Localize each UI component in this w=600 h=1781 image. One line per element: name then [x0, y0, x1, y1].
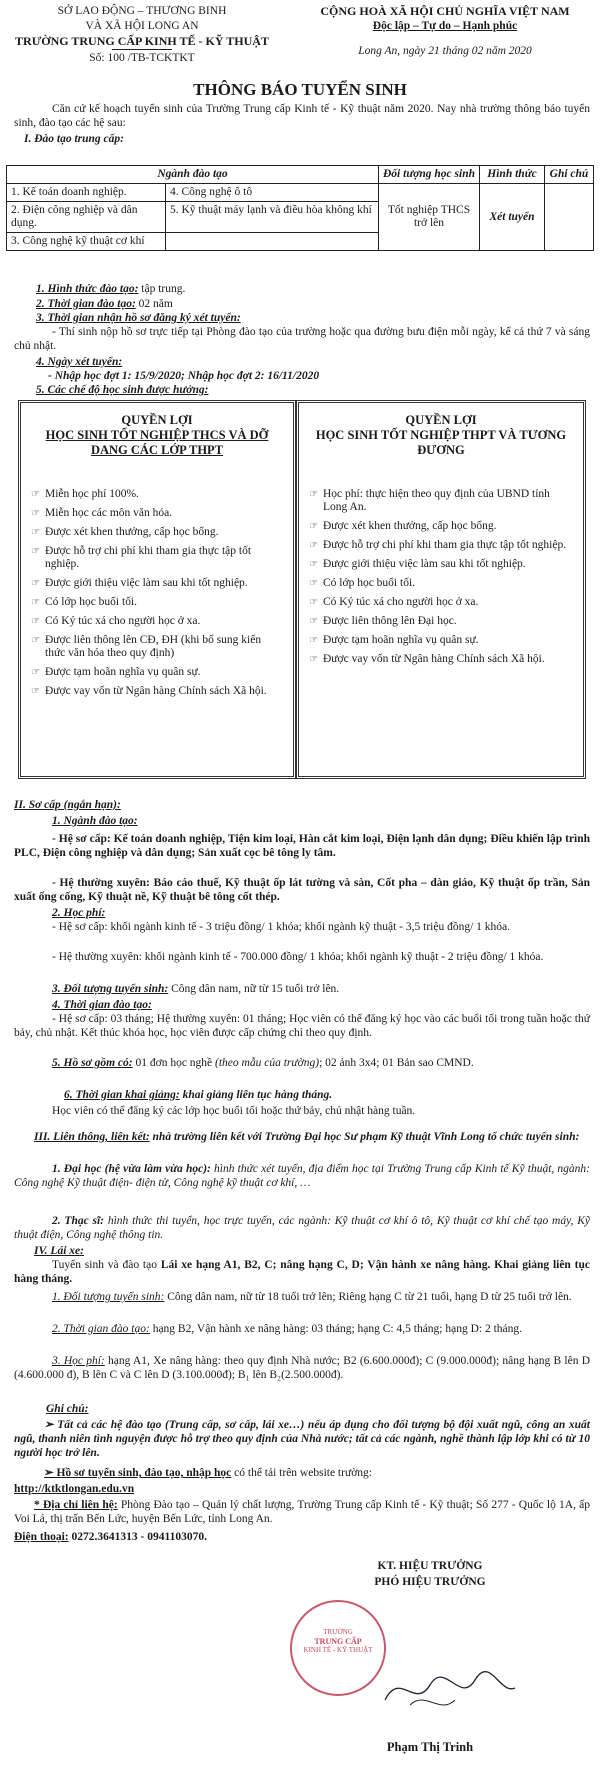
benefit-item [309, 488, 573, 514]
benefit-text: Được giới thiệu việc làm sau khi tốt nghiệp. [45, 577, 248, 589]
divider [112, 49, 172, 50]
benefit-item [309, 596, 573, 609]
benefit-text: Có lớp học buổi tối. [45, 596, 138, 608]
s4-text: - Nhập học đợt 1: 15/9/2020; Nhập học đợt 2: 16/11/2020 [48, 370, 320, 382]
phone-label: Điện thoại: [14, 1531, 69, 1543]
signer-name: Phạm Thị Trinh [386, 1740, 474, 1754]
stamp-line-1: TRƯỜNG [323, 1628, 353, 1636]
section-2-heading-text: II. Sơ cấp (ngắn hạn): [14, 799, 121, 811]
ii3-line [52, 982, 600, 996]
ii5-b: (theo mẫu của trường) [215, 1057, 320, 1069]
benefit-item [31, 596, 283, 609]
benefit-item [31, 666, 283, 679]
benefit-text: Được vay vốn từ Ngân hàng Chính sách Xã hội. [323, 653, 545, 665]
th-doituong: Đối tượng học sinh [379, 166, 480, 184]
address-text: Phòng Đào tạo – Quản lý chất lượng, Trường Trung cấp Kinh tế - Kỹ thuật; Số 277 - Quốc lộ 1A, ấp Voi Lá, thị trấn Bến Lức, huyện Bến Lức, tỉnh Long An. [14, 1499, 590, 1525]
section-4-heading-text: IV. Lái xe: [34, 1245, 84, 1257]
s1-label: 1. Hình thức đào tạo: [36, 283, 139, 295]
benefit-text: Có Ký túc xá cho người học ở xa. [45, 615, 201, 627]
pointing-hand-icon: ☞ [31, 546, 40, 557]
benefit-item [31, 634, 283, 660]
box-left-head2: HỌC SINH TỐT NGHIỆP THCS VÀ DỠ DANG CÁC LỚP THPT [45, 428, 269, 457]
benefit-text: Được xét khen thưởng, cấp học bổng. [45, 526, 219, 538]
iv2-text: hạng B2, Vận hành xe nâng hàng: 03 tháng; hạng C: 4,5 tháng; hạng D: 2 tháng. [149, 1323, 523, 1335]
iv2-label: 2. Thời gian đào tạo: [52, 1323, 150, 1335]
table-cell: 2. Điện công nghiệp và dân dụng. [7, 202, 166, 233]
ii2-label-line [52, 906, 600, 920]
table-cell: 4. Công nghệ ô tô [166, 184, 379, 202]
s3-label: 3. Thời gian nhận hồ sơ đăng ký xét tuyển: [36, 312, 241, 324]
benefit-text: Được giới thiệu việc làm sau khi tốt nghiệp. [323, 558, 526, 570]
table-cell: 3. Công nghệ kỹ thuật cơ khí [7, 233, 166, 251]
pointing-hand-icon: ☞ [31, 635, 40, 646]
ii1-label: 1. Ngành đào tạo: [52, 815, 138, 827]
note-2-b: có thể tải trên website trường: [231, 1467, 372, 1479]
table-cell [166, 233, 379, 251]
section-3 [14, 1130, 590, 1144]
table-cell-doituong: Tốt nghiệp THCS trở lên [379, 184, 480, 251]
iv1-text: Công dân nam, nữ từ 18 tuổi trở lên; Riêng hạng C từ 21 tuổi, hạng D từ 25 tuổi trở lên. [164, 1291, 572, 1303]
box-right-head1: QUYỀN LỢI [405, 413, 477, 427]
stamp-line-3: KINH TẾ - KỸ THUẬT [303, 1646, 373, 1654]
intro-text: Căn cứ kế hoạch tuyển sinh của Trường Trung cấp Kinh tế - Kỹ thuật năm 2020. Nay nhà trường thông báo tuyển sinh, đào tạo các hệ sau: [14, 103, 590, 129]
iv-intro-b: Lái xe hạng A1, B2, C; nâng hạng C, D; Vận hành xe nâng hàng. Khai giảng liên tục hàng tháng. [14, 1259, 590, 1285]
ii5-a: 01 đơn học nghề [132, 1057, 216, 1069]
ii3-text: Công dân nam, nữ từ 15 tuổi trở lên. [168, 983, 340, 995]
note-label-line [46, 1402, 600, 1416]
benefit-item [31, 545, 283, 571]
benefit-item [31, 685, 283, 698]
benefit-item [31, 507, 283, 520]
s5-label-line [36, 383, 600, 397]
pointing-hand-icon: ☞ [309, 559, 318, 570]
th-nganh: Ngành đào tạo [7, 166, 379, 184]
note-2 [14, 1466, 590, 1480]
pointing-hand-icon: ☞ [309, 635, 318, 646]
benefit-text: Được hỗ trợ chi phí khi tham gia thực tập tốt nghiệp. [45, 545, 252, 570]
pointing-hand-icon: ☞ [309, 597, 318, 608]
pointing-hand-icon: ☞ [31, 616, 40, 627]
pointing-hand-icon: ☞ [309, 616, 318, 627]
s4-label-line [36, 355, 600, 369]
s5-label: 5. Các chế độ học sinh được hưởng: [36, 384, 209, 396]
note-label: Ghi chú: [46, 1403, 89, 1415]
header-left [12, 4, 272, 66]
section-2-heading [14, 798, 590, 812]
ii4-text: - Hệ sơ cấp: 03 tháng; Hệ thường xuyên: 01 tháng; Học viên có thể đăng ký học vào các buổi tối trong tuần hoặc thứ bảy, chủ nhật. Kết thúc khóa học, học viên được cấp chứng chỉ theo quy định. [14, 1013, 590, 1039]
ii5-line [14, 1056, 590, 1070]
benefit-text: Được tạm hoãn nghĩa vụ quân sự. [45, 666, 201, 678]
pointing-hand-icon: ☞ [309, 578, 318, 589]
phone-line [14, 1530, 590, 1544]
ii6-note: Học viên có thể đăng ký các lớp học buổi tối hoặc thứ bảy, chủ nhật hàng tuần. [52, 1105, 416, 1117]
iii2-text: hình thức thi tuyển, học trực tuyến, các ngành: Kỹ thuật cơ khí ô tô, Kỹ thuật cơ khí chế tạo máy, Kỹ thuật điện, Công nghệ thông tin. [14, 1215, 590, 1241]
benefit-item [31, 615, 283, 628]
pointing-hand-icon: ☞ [31, 489, 40, 500]
benefit-text: Miễn học các môn văn hóa. [45, 507, 173, 519]
benefit-text: Được hỗ trợ chi phí khi tham gia thực tập tốt nghiệp. [323, 539, 567, 551]
date-line: Long An, ngày 21 tháng 02 năm 2020 [358, 45, 532, 57]
pointing-hand-icon: ☞ [31, 686, 40, 697]
benefit-item [309, 539, 573, 552]
handwritten-signature [380, 1660, 520, 1720]
table-cell-hinhthuc: Xét tuyển [480, 184, 545, 251]
iii1-text: hình thức xét tuyển, địa điểm học tại Trường Trung cấp Kinh tế Kỹ thuật, ngành: Công nghệ Kỹ thuật điện- điện tử, Công nghệ kỹ thuật cơ khí, … [14, 1163, 591, 1189]
benefit-item [31, 488, 283, 501]
ii2-label: 2. Học phí: [52, 907, 106, 919]
table-cell: 5. Kỹ thuật máy lạnh và điều hòa không khí [166, 202, 379, 233]
header-right [300, 4, 590, 59]
benefit-text: Học phí: thực hiện theo quy định của UBND tỉnh Long An. [323, 488, 550, 513]
iv1-line [14, 1290, 590, 1304]
benefit-item [309, 653, 573, 666]
iii1-label: 1. Đại học (hệ vừa làm vừa học): [52, 1163, 211, 1175]
iv3-line [14, 1354, 590, 1382]
section-4-heading [34, 1244, 600, 1258]
address-label: * Địa chỉ liên hệ: [34, 1499, 118, 1511]
benefit-item [31, 577, 283, 590]
sign-title-2: PHÓ HIỆU TRƯỞNG [374, 1576, 486, 1588]
stamp-line-2: TRUNG CẤP [314, 1637, 362, 1646]
page-title: THÔNG BÁO TUYỂN SINH [193, 80, 407, 99]
box-right-list [309, 488, 573, 666]
benefit-item [309, 615, 573, 628]
benefit-text: Được tạm hoãn nghĩa vụ quân sự. [323, 634, 479, 646]
s2-label: 2. Thời gian đào tạo: [36, 298, 136, 310]
school-name: TRƯỜNG TRUNG CẤP KINH TẾ - KỸ THUẬT [15, 34, 269, 48]
benefit-text: Miễn học phí 100%. [45, 488, 139, 500]
benefit-text: Được vay vốn từ Ngân hàng Chính sách Xã hội. [45, 685, 267, 697]
benefit-item [31, 526, 283, 539]
pointing-hand-icon: ☞ [31, 527, 40, 538]
iv-intro [14, 1258, 590, 1286]
th-ghichu: Ghi chú [545, 166, 594, 184]
ii1-b: - Hệ thường xuyên: Báo cáo thuế, Kỹ thuật ốp lát tường và sàn, Cốt pha – dàn giáo, Kỹ thuật ốp trần, Sản xuất ống cống, Kỹ thuật nề, Kỹ thuật bê tông cốt thép. [14, 877, 590, 903]
ii2-b: - Hệ thường xuyên: khối ngành kinh tế - 700.000 đồng/ 1 khóa; khối ngành kỹ thuật - 2 triệu đồng/ 1 khóa. [52, 951, 544, 963]
benefit-item [309, 577, 573, 590]
s3-label-line [36, 311, 600, 325]
phone-text: 0272.3641313 - 0941103070. [68, 1531, 207, 1543]
iv3-text: hạng A1, Xe nâng hàng: theo quy định Nhà nước; B2 (6.600.000đ); C (9.000.000đ); nâng hạng B lên D (4.600.000 đ), B lên C và C lên D (3.100.000đ); B₁ lên B₂(2.500.000đ). [14, 1355, 591, 1381]
motto: Độc lập – Tự do – Hạnh phúc [372, 20, 518, 32]
pointing-hand-icon: ☞ [31, 667, 40, 678]
iii2-line [14, 1214, 590, 1242]
iii2-label: 2. Thạc sĩ: [52, 1215, 105, 1227]
box-right-head2: HỌC SINH TỐT NGHIỆP THPT VÀ TƯƠNG ĐƯƠNG [315, 428, 567, 457]
s2-line [36, 297, 600, 311]
s4-label: 4. Ngày xét tuyển: [36, 356, 123, 368]
section-3-text: nhà trường liên kết với Trường Đại học Sư phạm Kỹ thuật Vĩnh Long tổ chức tuyển sinh: [149, 1131, 580, 1143]
ii3-label: 3. Đối tượng tuyển sinh: [52, 983, 169, 995]
iv3-label: 3. Học phí: [52, 1355, 105, 1367]
section-1-heading: I. Đào tạo trung cấp: [24, 133, 124, 145]
iv2-line [14, 1322, 590, 1336]
s1-text: tập trung. [138, 283, 186, 295]
th-hinhthuc: Hình thức [480, 166, 545, 184]
pointing-hand-icon: ☞ [31, 508, 40, 519]
pointing-hand-icon: ☞ [31, 578, 40, 589]
website-link[interactable]: http://ktktlongan.edu.vn [14, 1483, 135, 1495]
pointing-hand-icon: ☞ [309, 540, 318, 551]
box-left-list [31, 488, 283, 698]
iv-intro-a: Tuyển sinh và đào tạo [52, 1259, 161, 1271]
ii2-a: - Hệ sơ cấp: khối ngành kinh tế - 3 triệu đồng/ 1 khóa; khối ngành kỹ thuật - 3,5 triệu đồng/ 1 khóa. [52, 921, 511, 933]
s1-line [36, 282, 600, 296]
box-left-head1: QUYỀN LỢI [121, 413, 193, 427]
note-1: ➢ Tất cả các hệ đào tạo (Trung cấp, sơ cấp, lái xe…) nếu áp dụng cho đối tượng bộ đội xuất ngũ, công an xuất ngũ, thanh niên tình nguyện được hỗ trợ theo quy định của Nhà nước; tất cả các ngành, nghề thành lập lớp khi có từ 10 người học trở lên. [14, 1419, 590, 1459]
benefit-text: Được liên thông lên Đại học. [323, 615, 457, 627]
ii6-text: khai giảng liên tục hàng tháng. [179, 1089, 333, 1101]
benefit-item [309, 520, 573, 533]
benefit-box-left [18, 400, 296, 779]
address [14, 1498, 590, 1526]
ii5-c: ; 02 ảnh 3x4; 01 Bản sao CMND. [319, 1057, 474, 1069]
s3-text: - Thí sinh nộp hồ sơ trực tiếp tại Phòng đào tạo của trường hoặc qua đường bưu điện mỗi ngày, kể cả thứ 7 và sáng chủ nhật. [14, 326, 590, 352]
doc-number: Số: 100 /TB-TCKTKT [89, 52, 195, 64]
pointing-hand-icon: ☞ [309, 489, 318, 500]
benefit-box-right [296, 400, 586, 779]
section-3-label: III. Liên thông, liên kết: [34, 1131, 150, 1143]
sign-title-1: KT. HIỆU TRƯỞNG [377, 1560, 483, 1572]
ministry-line-1: SỞ LAO ĐỘNG – THƯƠNG BINH [57, 5, 227, 17]
country-name: CỘNG HOÀ XÃ HỘI CHỦ NGHĨA VIỆT NAM [320, 4, 570, 18]
iii1-line [14, 1162, 590, 1190]
table-cell: 1. Kế toán doanh nghiệp. [7, 184, 166, 202]
table-cell-ghichu [545, 184, 594, 251]
ii5-label: 5. Hồ sơ gồm có: [52, 1057, 133, 1069]
ii4-label-line [52, 998, 600, 1012]
pointing-hand-icon: ☞ [309, 521, 318, 532]
ii6-label: 6. Thời gian khai giảng: [64, 1089, 180, 1101]
s2-text: 02 năm [135, 298, 173, 310]
benefit-text: Có lớp học buổi tối. [323, 577, 416, 589]
ministry-line-2: VÀ XÃ HỘI LONG AN [85, 20, 199, 32]
benefit-item [309, 558, 573, 571]
benefit-text: Được xét khen thưởng, cấp học bổng. [323, 520, 497, 532]
website-line [14, 1482, 590, 1496]
ii6-line [64, 1088, 600, 1102]
stamp-seal [290, 1600, 386, 1696]
benefit-text: Được liên thông lên CĐ, ĐH (khi bổ sung kiến thức văn hóa theo quy định) [45, 634, 262, 659]
note-2-a: ➢ Hồ sơ tuyển sinh, đào tạo, nhập học [44, 1467, 232, 1479]
iv1-label: 1. Đối tượng tuyển sinh: [52, 1291, 165, 1303]
program-table [6, 165, 594, 251]
ii1-a: - Hệ sơ cấp: Kế toán doanh nghiệp, Tiện kim loại, Hàn cắt kim loại, Điện lạnh dân dụng; Điều khiển lập trình PLC, Điện công nghiệp và dân dụng; Sản xuất cọc bê tông ly tâm. [14, 833, 590, 859]
ii4-label: 4. Thời gian đào tạo: [52, 999, 152, 1011]
ii1-label-line [52, 814, 600, 828]
pointing-hand-icon: ☞ [309, 654, 318, 665]
benefit-item [309, 634, 573, 647]
pointing-hand-icon: ☞ [31, 597, 40, 608]
benefit-text: Có Ký túc xá cho người học ở xa. [323, 596, 479, 608]
